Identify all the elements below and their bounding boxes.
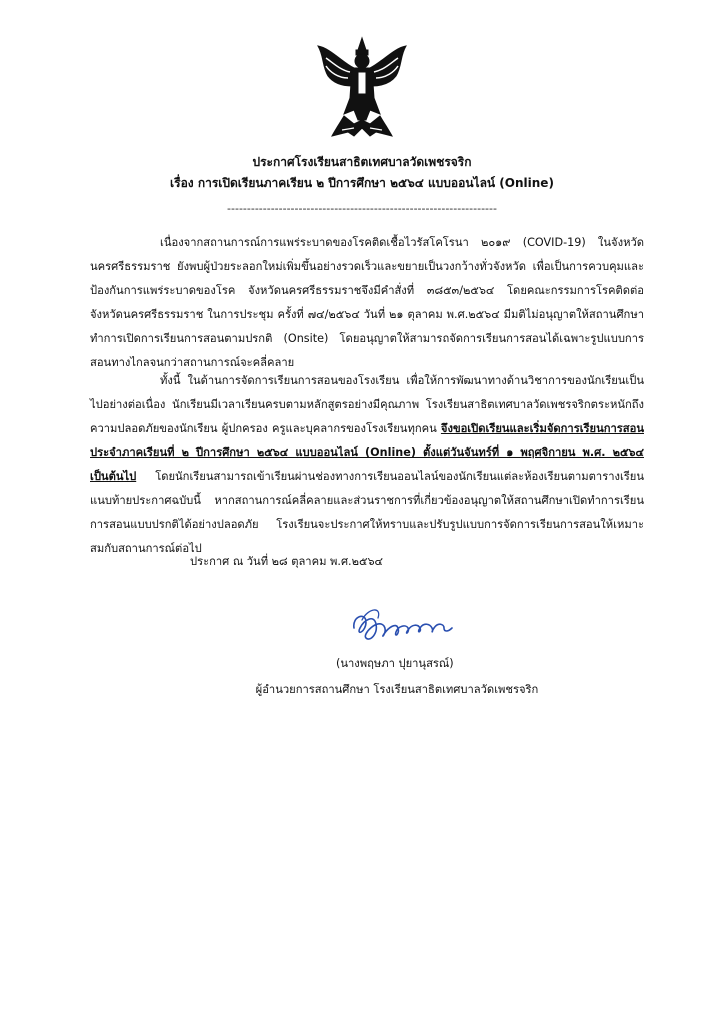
body-paragraph-2 xyxy=(90,369,644,561)
signer-position: ผู้อำนวยการสถานศึกษา โรงเรียนสาธิตเทศบาลวัดเพชรจริก xyxy=(255,683,539,696)
paragraph-2-emphasis: จึงขอเปิดเรียนและเริ่มจัดการเรียนการสอน ประจำภาคเรียนที่ ๒ ปีการศึกษา ๒๕๖๔ แบบออนไลน์ (Online) ตั้งแต่วันจันทร์ที่ ๑ พฤศจิกายน พ.ศ. ๒๕๖๔ เป็นต้นไป xyxy=(90,422,644,483)
divider-line: -------------------------------------------------------------------- xyxy=(227,202,497,215)
announcement-subject: เรื่อง การเปิดเรียนภาคเรียน ๒ ปีการศึกษา ๒๕๖๔ แบบออนไลน์ (Online) xyxy=(170,176,554,190)
announcement-title: ประกาศโรงเรียนสาธิตเทศบาลวัดเพชรจริก xyxy=(252,155,472,169)
paragraph-1-text: เนื่องจากสถานการณ์การแพร่ระบาดของโรคติดเชื้อไวรัสโคโรนา ๒๐๑๙ (COVID-19) ในจังหวัดนครศรีธรรมราช ยังพบผู้ป่วยระลอกใหม่เพิ่มขึ้นอย่างรวดเร็วและขยายเป็นวงกว้างทั่วจังหวัด เพื่อเป็นการควบคุมและป้องกันการแพร่ระบาดของโรค จังหวัดนครศรีธรรมราชจึงมีคำสั่งที่ ๓๘๕๓/๒๕๖๔ โดยคณะกรรมการโรคติดต่อจังหวัดนครศรีธรรมราช ในการประชุม ครั้งที่ ๗๔/๒๕๖๔ วันที่ ๒๑ ตุลาคม พ.ศ.๒๕๖๔ มีมติไม่อนุญาตให้สถานศึกษาทำการเปิดการเรียนการสอนตามปรกติ (Onsite) โดยอนุญาตให้สามารถจัดการเรียนการสอนได้เฉพาะรูปแบบการสอนทางไกลจนกว่าสถานการณ์จะคลี่คลาย xyxy=(90,236,644,369)
announce-date: ประกาศ ณ วันที่ ๒๘ ตุลาคม พ.ศ.๒๕๖๔ xyxy=(190,555,384,568)
garuda-emblem-icon xyxy=(314,36,410,140)
signature-icon xyxy=(348,598,458,648)
paragraph-2-end: โดยนักเรียนสามารถเข้าเรียนผ่านช่องทางการเรียนออนไลน์ของนักเรียนแต่ละห้องเรียนตามตารางเรียนแนบท้ายประกาศฉบับนี้ หากสถานการณ์คลี่คลายและส่วนราชการที่เกี่ยวข้องอนุญาตให้สถานศึกษาเปิดทำการเรียนการสอนแบบปรกติได้อย่างปลอดภัย โรงเรียนจะประกาศให้ทราบและปรับรูปแบบการจัดการเรียนการสอนให้เหมาะสมกับสถานการณ์ต่อไป xyxy=(90,470,644,555)
body-paragraph-1 xyxy=(90,231,644,375)
paragraph-2-start: ทั้งนี้ ในด้านการจัดการเรียนการสอนของโรงเรียน เพื่อให้การพัฒนาทางด้านวิชาการของนักเรียนเป็นไปอย่างต่อเนื่อง นักเรียนมีเวลาเรียนครบตามหลักสูตรอย่างมีคุณภาพ โรงเรียนสาธิตเทศบาลวัดเพชรจริกตระหนักถึงความปลอดภัยของนักเรียน ผู้ปกครอง ครูและบุคลากรของโรงเรียนทุกคน xyxy=(90,374,644,435)
signer-name: (นางพฤษภา ปุยานุสรณ์) xyxy=(336,657,454,670)
